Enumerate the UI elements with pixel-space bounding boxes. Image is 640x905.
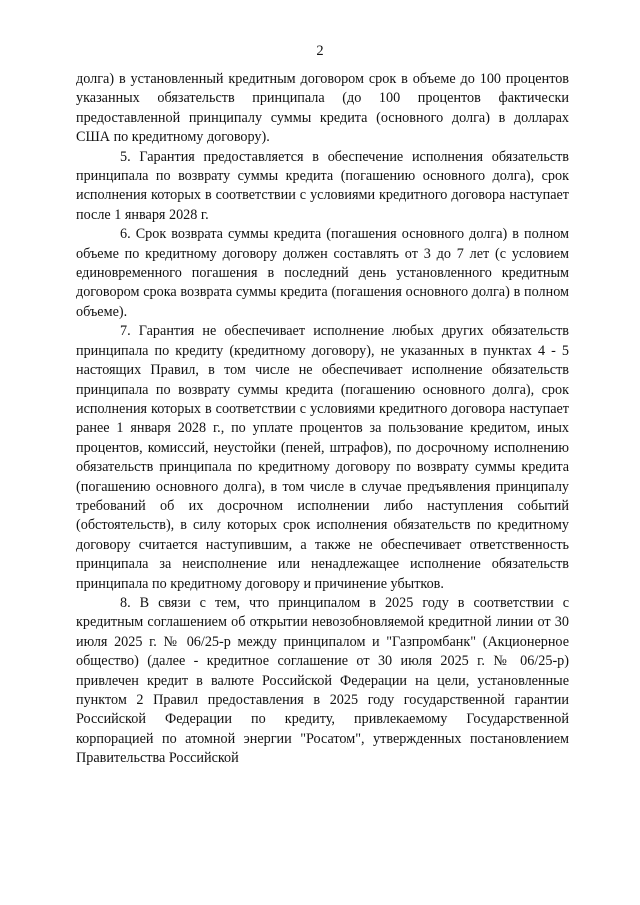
paragraph-item-7: 7. Гарантия не обеспечивает исполнение любых других обязательств принципала по кредиту (кредитному договору), не указанных в пунктах 4 - 5 настоящих Правил, в том числе не обеспечивает исполнение обязательств принципала по возврату суммы кредита (погашению основного долга), срок исполнения которых в соответствии с условиями кредитного договора наступает ранее 1 января 2028 г., по уплате процентов за пользование кредитом, иных процентов, комиссий, неустойки (пеней, штрафов), по досрочному исполнению обязательств принципала по кредитному договору по возврату суммы кредита (погашению основного долга), в том числе в случае предъявления принципалу требований об их досрочном исполнении либо наступления событий (обстоятельств), в силу которых срок исполнения обязательств по кредитному договору считается наступившим, а также не обеспечивает ответственность принципала за неисполнение или ненадлежащее исполнение обязательств принципала по кредитному договору и причинение убытков. (76, 323, 569, 592)
page-number: 2 (316, 43, 324, 59)
paragraph-item-6: 6. Срок возврата суммы кредита (погашения основного долга) в полном объеме по кредитному договору должен составлять от 3 до 7 лет (с условием единовременного погашения в последний день установленного кредитным договором срока возврата суммы кредита (погашения основного долга) в полном объеме). (76, 226, 569, 320)
document-body (76, 70, 569, 769)
paragraph-continuation: долга) в установленный кредитным договором срок в объеме до 100 процентов указанных обязательств принципала (до 100 процентов фактически предоставленной принципалу суммы кредита (основного долга) в долларах США по кредитному договору). (76, 71, 569, 146)
paragraph-item-8: 8. В связи с тем, что принципалом в 2025 году в соответствии с кредитным соглашением об открытии невозобновляемой кредитной линии от 30 июля 2025 г. № 06/25-р между принципалом и "Газпромбанк" (Акционерное общество) (далее - кредитное соглашение от 30 июля 2025 г. № 06/25-р) привлечен кредит в валюте Российской Федерации на цели, установленные пунктом 2 Правил предоставления в 2025 году государственной гарантии Российской Федерации по кредиту, привлекаемому Государственной корпорацией по атомной энергии "Росатом", утвержденных постановлением Правительства Российской (76, 594, 569, 767)
paragraph-item-5: 5. Гарантия предоставляется в обеспечение исполнения обязательств принципала по возврату суммы кредита (погашению основного долга), срок исполнения которых в соответствии с условиями кредитного договора наступает после 1 января 2028 г. (76, 148, 569, 223)
